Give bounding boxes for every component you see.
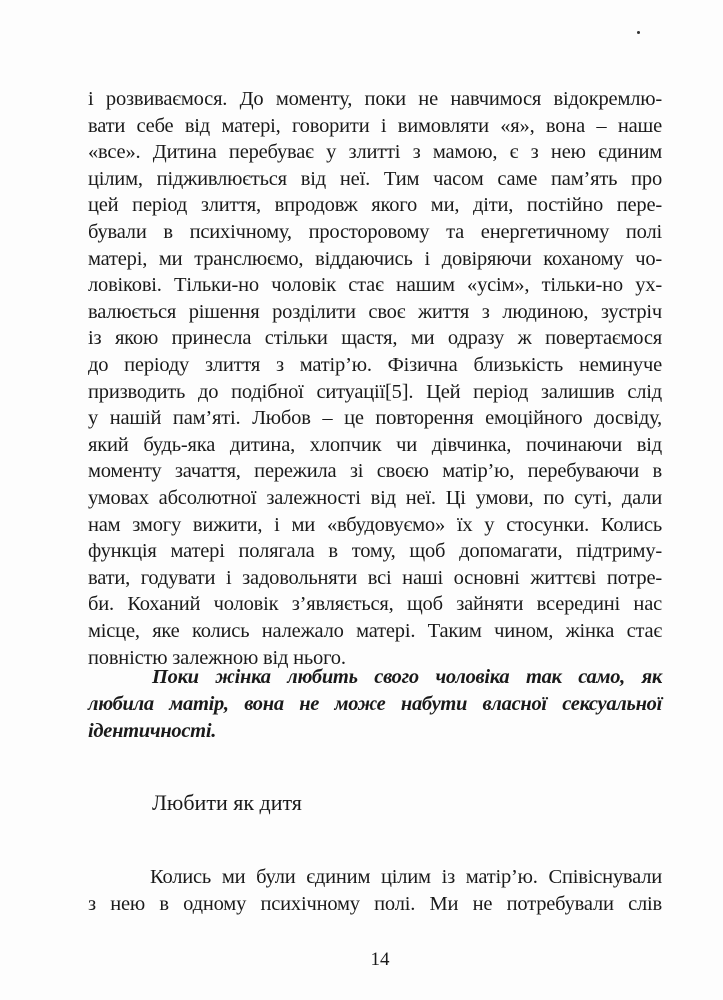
- text-line: вати, годувати і задовольняти всі наші основні життєві потре-: [88, 566, 662, 589]
- text-line: функція матері полягала в тому, щоб допомагати, підтриму-: [88, 540, 662, 563]
- text-line: умовах абсолютної залежності від неї. Ці умови, по суті, дали: [88, 487, 662, 509]
- text-line: призводить до подібної ситуації[5]. Цей період залишив слід: [88, 380, 662, 403]
- text-line: ловікові. Тільки-но чоловік стає нашим «усім», тільки-но ух-: [88, 274, 662, 297]
- text-line: Колись ми були єдиним цілим із матір’ю. Співіснували: [150, 866, 662, 888]
- text-line: з нею в одному психічному полі. Ми не потребували слів: [88, 893, 662, 915]
- text-line: нам змогу вижити, і ми «вбудовуємо» їх у стосунки. Колись: [88, 513, 662, 536]
- scan-speck: [637, 31, 640, 34]
- text-line: би. Коханий чоловік з’являється, щоб зайняти всередині нас: [88, 593, 662, 616]
- text-line: і розвиваємося. До моменту, поки не навчимося відокремлю-: [88, 88, 662, 110]
- emphasis-line: Поки жінка любить свого чоловіка так само, як: [152, 666, 662, 688]
- text-line: у нашій пам’яті. Любов – це повторення емоційного досвіду,: [88, 407, 662, 430]
- text-line: «все». Дитина перебуває у злитті з мамою, є з нею єдиним: [88, 141, 662, 164]
- text-line: матері, ми транслюємо, віддаючись і довіряючи коханому чо-: [88, 247, 662, 270]
- text-line: повністю залежною від нього.: [88, 646, 346, 669]
- text-line: місце, яке колись належало матері. Таким чином, жінка стає: [88, 620, 662, 642]
- text-line: до періоду злиття з матір’ю. Фізична близькість неминуче: [88, 354, 662, 376]
- text-line: вати себе від матері, говорити і вимовляти «я», вона – наше: [88, 114, 662, 137]
- emphasis-line: любила матір, вона не може набути власної сексуальної: [88, 693, 662, 715]
- text-line: моменту зачаття, пережила зі своєю матір’ю, перебуваючи в: [88, 460, 662, 483]
- text-line: із якою принесла стільки щастя, ми одразу ж повертаємося: [88, 327, 662, 350]
- page-number: 14: [370, 949, 390, 970]
- section-heading: Любити як дитя: [152, 790, 302, 815]
- text-line: цей період злиття, впродовж якого ми, діти, постійно пере-: [88, 194, 662, 217]
- text-line: цілим, підживлюється від неї. Тим часом саме пам’ять про: [88, 167, 662, 190]
- emphasis-line: ідентичності.: [88, 720, 217, 742]
- text-line: бували в психічному, просторовому та енергетичному полі: [88, 221, 662, 243]
- text-line: який будь-яка дитина, хлопчик чи дівчинка, починаючи від: [88, 433, 662, 456]
- text-line: валюється рішення розділити своє життя з людиною, зустріч: [88, 300, 662, 323]
